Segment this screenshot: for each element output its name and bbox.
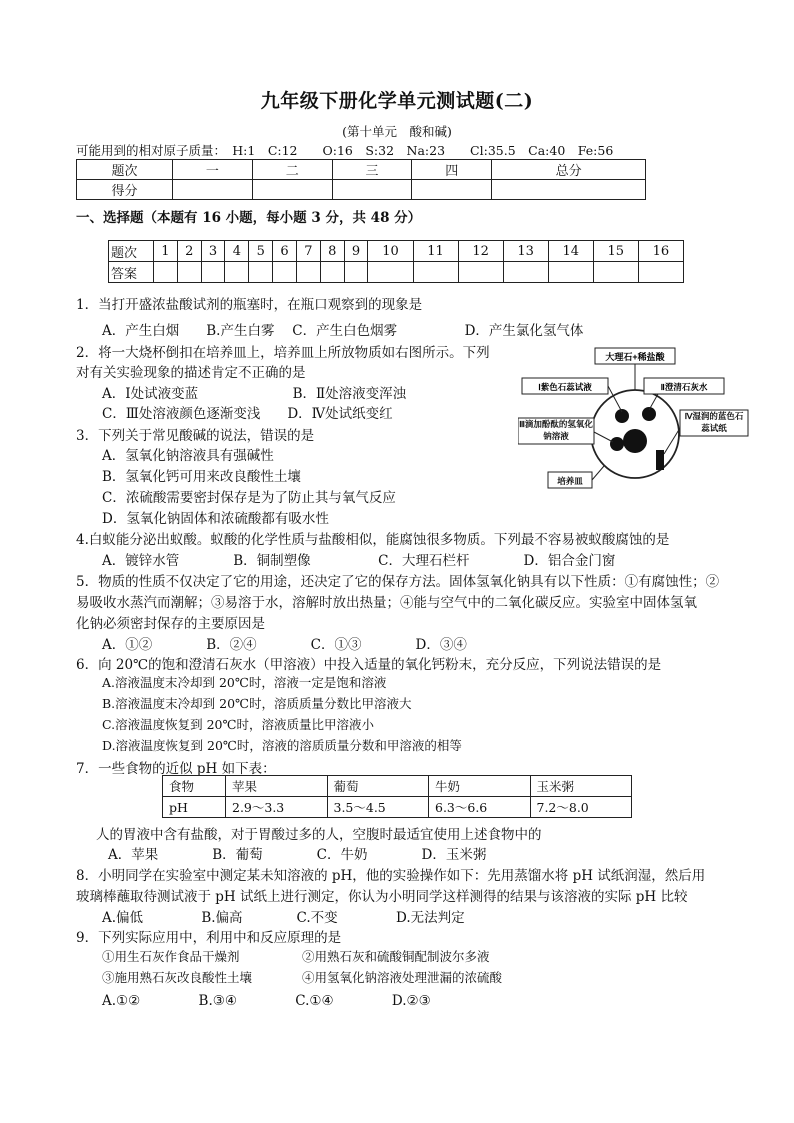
atomic-masses: 可能用到的相对原子质量： H:1 C:12 O:16 S:32 Na:23 Cl:35.5 Ca:40 Fe:56 <box>76 143 614 158</box>
ph-value-cell: 6.3～6.6 <box>429 797 531 818</box>
score-row-label: 得分 <box>77 180 173 200</box>
score-table <box>76 159 646 200</box>
score-table-score-row <box>77 180 646 200</box>
q3-option-c: C．浓硫酸需要密封保存是为了防止其与氧气反应 <box>102 490 396 506</box>
q1-stem: 1．当打开盛浓盐酸试剂的瓶塞时，在瓶口观察到的现象是 <box>76 297 423 313</box>
answer-input-cell[interactable] <box>548 262 593 283</box>
answer-row-label: 题次 <box>109 241 154 262</box>
answer-input-cell[interactable] <box>344 262 368 283</box>
answer-input-cell[interactable] <box>593 262 638 283</box>
answer-input-cell[interactable] <box>503 262 548 283</box>
answer-input-cell[interactable] <box>458 262 503 283</box>
ph-header-cell: 食物 <box>163 776 226 797</box>
ph-table <box>162 775 632 818</box>
question-number-cell: 2 <box>177 241 201 262</box>
answer-input-cell[interactable] <box>413 262 458 283</box>
ph-value-cell: 7.2～8.0 <box>530 797 632 818</box>
q1-options: A．产生白烟 B.产生白雾 C．产生白色烟雾 D．产生氯化氢气体 <box>102 323 584 339</box>
sample-3-dot <box>610 437 624 451</box>
score-input-cell[interactable] <box>412 180 492 200</box>
figure-top-label: 大理石+稀盐酸 <box>605 352 665 362</box>
q7-stem: 7．一些食物的近似 pH 如下表： <box>76 761 276 777</box>
q6-option-d: D.溶液温度恢复到 20℃时，溶液的溶质质量分数和甲溶液的相等 <box>102 738 462 753</box>
q6-stem: 6．向 20℃的饱和澄清石灰水（甲溶液）中投入适量的氧化钙粉末，充分反应，下列说法错误的是 <box>76 657 662 673</box>
test-paper-strip <box>656 450 664 470</box>
figure-label-2: Ⅱ澄清石灰水 <box>660 382 708 392</box>
answer-input-cell[interactable] <box>368 262 413 283</box>
marble-sample <box>623 429 647 453</box>
q7-stem-line2: 人的胃液中含有盐酸，对于胃酸过多的人，空腹时最适宜使用上述食物中的 <box>96 827 542 843</box>
q5-stem-line1: 5．物质的性质不仅决定了它的用途，还决定了它的保存方法。固体氢氧化钠具有以下性质：①有腐蚀性；② <box>76 574 720 590</box>
score-input-cell[interactable] <box>252 180 332 200</box>
score-input-cell[interactable] <box>492 180 646 200</box>
answer-table <box>108 240 684 283</box>
score-header-cell: 总分 <box>492 160 646 180</box>
q6-option-c: C.溶液温度恢复到 20℃时，溶液质量比甲溶液小 <box>102 717 374 732</box>
question-number-cell: 6 <box>273 241 297 262</box>
answer-input-cell[interactable] <box>154 262 178 283</box>
answer-input-cell[interactable] <box>320 262 344 283</box>
q9-stem: 9．下列实际应用中，利用中和反应原理的是 <box>76 930 342 946</box>
q2-stem-line1: 2．将一大烧杯倒扣在培养皿上，培养皿上所放物质如右图所示。下列 <box>76 345 490 361</box>
q2-options-line1: A．Ⅰ处试液变蓝 B．Ⅱ处溶液变浑浊 <box>102 386 407 402</box>
question-number-cell: 4 <box>225 241 249 262</box>
question-number-cell: 9 <box>344 241 368 262</box>
figure-label-4: Ⅳ湿润的蓝色石蕊试纸 <box>684 411 744 433</box>
q2-stem-line2: 对有关实验现象的描述肯定不正确的是 <box>76 365 306 381</box>
q4-options: A．镀锌水管 B．铜制塑像 C．大理石栏杆 D．铝合金门窗 <box>102 553 616 569</box>
question-number-cell: 12 <box>458 241 503 262</box>
ph-header-cell: 牛奶 <box>429 776 531 797</box>
score-header-cell: 一 <box>173 160 253 180</box>
question-number-cell: 5 <box>249 241 273 262</box>
page-subtitle: (第十单元 酸和碱) <box>342 124 452 139</box>
question-number-cell: 7 <box>296 241 320 262</box>
answer-input-cell[interactable] <box>296 262 320 283</box>
question-number-cell: 8 <box>320 241 344 262</box>
ph-header-cell: 苹果 <box>226 776 328 797</box>
q5-stem-line2: 易吸收水蒸汽而潮解；③易溶于水，溶解时放出热量；④能与空气中的二氧化碳反应。实验室中固体氢氧 <box>76 595 697 611</box>
figure-label-1: Ⅰ紫色石蕊试液 <box>538 382 592 392</box>
ph-value-cell: 3.5～4.5 <box>327 797 429 818</box>
score-input-cell[interactable] <box>332 180 412 200</box>
question-number-cell: 10 <box>368 241 413 262</box>
q7-options: A．苹果 B．葡萄 C．牛奶 D．玉米粥 <box>108 847 487 863</box>
question-number-cell: 14 <box>548 241 593 262</box>
q5-options: A．①② B．②④ C．①③ D．③④ <box>102 637 467 653</box>
ph-value-cell: pH <box>163 797 226 818</box>
score-header-cell: 四 <box>412 160 492 180</box>
section1-heading: 一、选择题（本题有 16 小题，每小题 3 分，共 48 分） <box>76 210 422 226</box>
experiment-figure <box>518 346 754 496</box>
score-input-cell[interactable] <box>173 180 253 200</box>
ph-table-value-row <box>163 797 632 818</box>
answer-input-cell[interactable] <box>201 262 225 283</box>
score-header-cell: 题次 <box>77 160 173 180</box>
q6-option-b: B.溶液温度末冷却到 20℃时，溶质质量分数比甲溶液大 <box>102 696 412 711</box>
q9-items-line2: ③施用熟石灰改良酸性土壤 ④用氢氧化钠溶液处理泄漏的浓硫酸 <box>102 970 503 985</box>
question-number-cell: 13 <box>503 241 548 262</box>
q6-option-a: A.溶液温度末冷却到 20℃时，溶液一定是饱和溶液 <box>102 675 387 690</box>
question-number-cell: 3 <box>201 241 225 262</box>
q9-items-line1: ①用生石灰作食品干燥剂 ②用熟石灰和硫酸铜配制波尔多液 <box>102 949 490 964</box>
answer-input-cell[interactable] <box>225 262 249 283</box>
page-title: 九年级下册化学单元测试题(二) <box>260 90 534 112</box>
answer-input-cell[interactable] <box>249 262 273 283</box>
question-number-cell: 15 <box>593 241 638 262</box>
answer-input-cell[interactable] <box>177 262 201 283</box>
score-header-cell: 二 <box>252 160 332 180</box>
q4-stem: 4.白蚁能分泌出蚁酸。蚁酸的化学性质与盐酸相似，能腐蚀很多物质。下列最不容易被蚁酸腐蚀的是 <box>76 532 670 548</box>
ph-value-cell: 2.9～3.3 <box>226 797 328 818</box>
q3-option-d: D．氢氧化钠固体和浓硫酸都有吸水性 <box>102 511 329 527</box>
ph-header-cell: 葡萄 <box>327 776 429 797</box>
q2-options-line2: C．Ⅲ处溶液颜色逐渐变浅 D．Ⅳ处试纸变红 <box>102 406 393 422</box>
answer-table-number-row <box>109 241 684 262</box>
answer-input-cell[interactable] <box>638 262 683 283</box>
q9-options: A.①② B.③④ C.①④ D.②③ <box>102 993 431 1009</box>
question-number-cell: 1 <box>154 241 178 262</box>
question-number-cell: 11 <box>413 241 458 262</box>
ph-header-cell: 玉米粥 <box>530 776 632 797</box>
score-table-header-row <box>77 160 646 180</box>
score-header-cell: 三 <box>332 160 412 180</box>
figure-bottom-label: 培养皿 <box>557 476 583 486</box>
q3-stem: 3．下列关于常见酸碱的说法，错误的是 <box>76 428 315 444</box>
answer-table-answer-row <box>109 262 684 283</box>
ph-table-header-row <box>163 776 632 797</box>
q8-stem-line2: 玻璃棒蘸取待测试液于 pH 试纸上进行测定，你认为小明同学这样测得的结果与该溶液的实际 pH 比较 <box>76 889 688 905</box>
q8-options: A.偏低 B.偏高 C.不变 D.无法判定 <box>102 910 465 926</box>
q3-option-b: B．氢氧化钙可用来改良酸性土壤 <box>102 469 301 485</box>
q8-stem-line1: 8．小明同学在实验室中测定某未知溶液的 pH，他的实验操作如下：先用蒸馏水将 pH 试纸润湿，然后用 <box>76 868 706 884</box>
answer-row-label: 答案 <box>109 262 154 283</box>
q3-option-a: A．氢氧化钠溶液具有强碱性 <box>102 448 274 464</box>
figure-label-3: Ⅲ滴加酚酞的氢氧化钠溶液 <box>519 419 593 441</box>
question-number-cell: 16 <box>638 241 683 262</box>
q5-stem-line3: 化钠必须密封保存的主要原因是 <box>76 616 265 632</box>
answer-input-cell[interactable] <box>273 262 297 283</box>
